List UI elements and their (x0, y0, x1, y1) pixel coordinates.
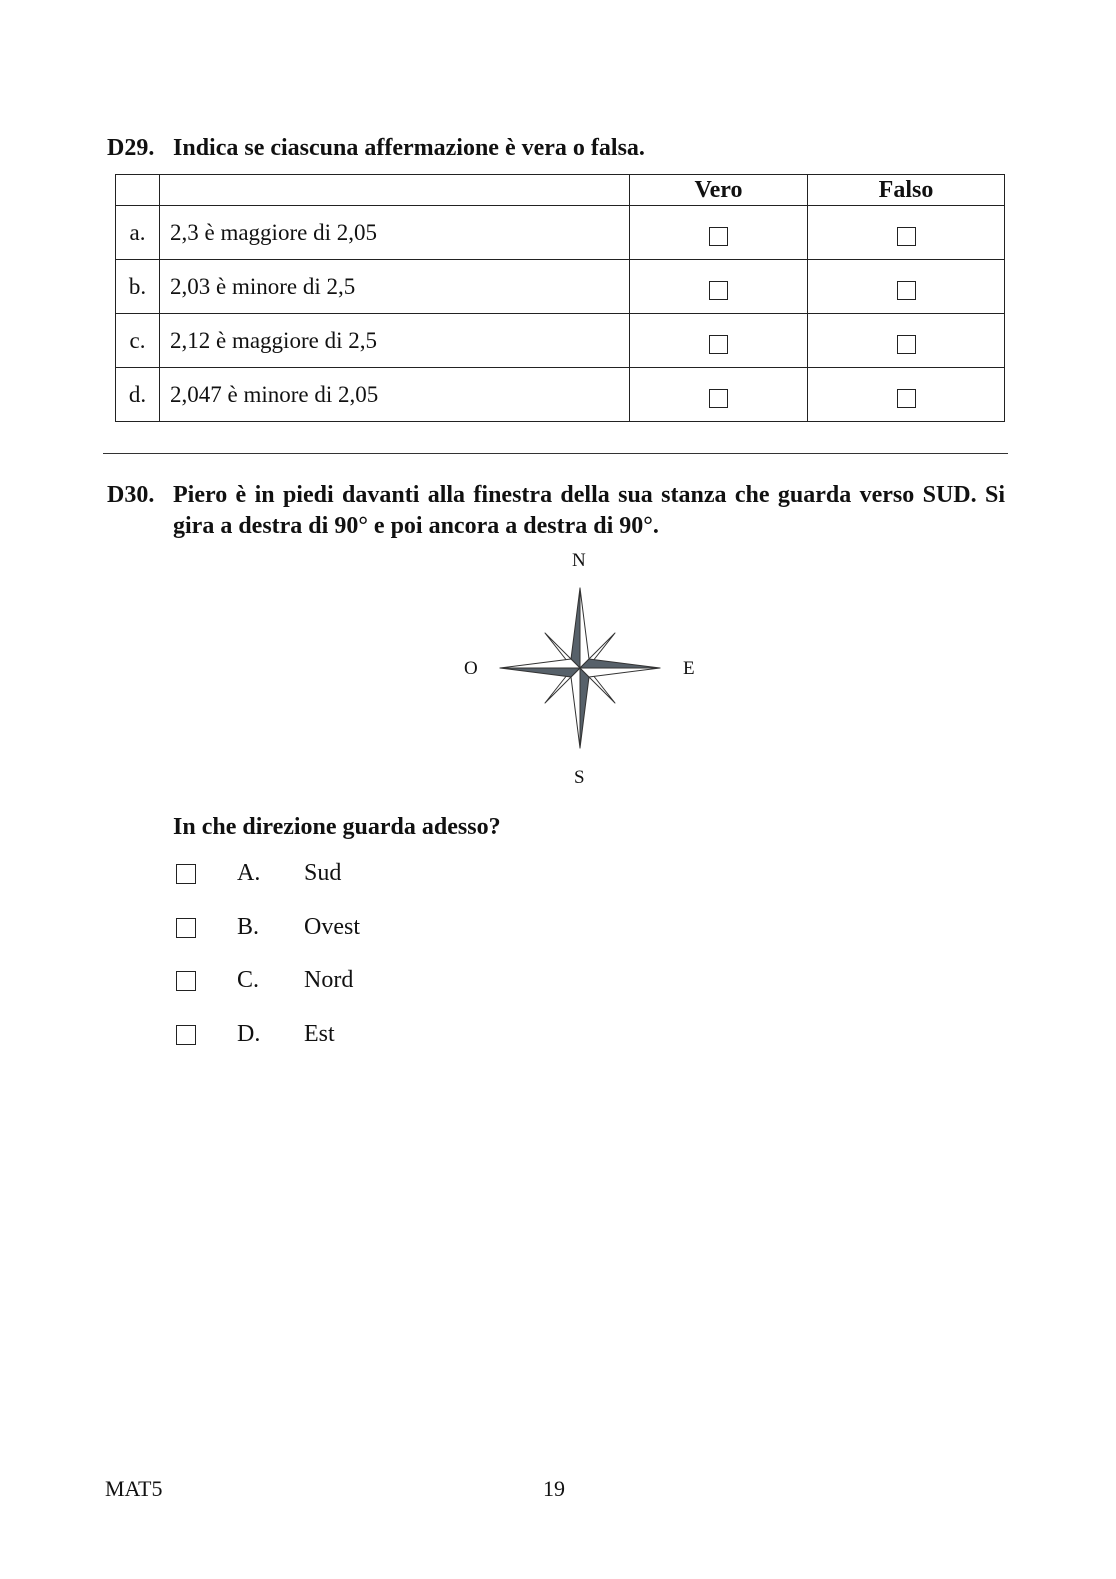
d30-title (107, 480, 1005, 542)
d30-text: Piero è in piedi davanti alla finestra della sua stanza che guarda verso SUD. Si gira a destra di 90° e poi ancora a destra di 90°. (173, 482, 1005, 539)
option-checkbox[interactable] (176, 864, 196, 884)
page-number: 19 (543, 1476, 565, 1501)
falso-checkbox[interactable] (897, 389, 916, 408)
row-letter: c. (116, 314, 160, 368)
d30-question: In che direzione guarda adesso? (173, 814, 501, 840)
falso-checkbox[interactable] (897, 281, 916, 300)
row-letter: a. (116, 206, 160, 260)
header-blank-letter (116, 175, 160, 206)
falso-cell (808, 260, 1005, 314)
falso-cell (808, 368, 1005, 422)
option-letter: D. (237, 1021, 261, 1047)
option-text: Est (304, 1021, 335, 1047)
row-statement: 2,047 è minore di 2,05 (160, 368, 630, 422)
header-falso: Falso (808, 175, 1005, 206)
option-text: Ovest (304, 914, 360, 940)
row-letter: d. (116, 368, 160, 422)
option-text: Sud (304, 860, 342, 886)
row-statement: 2,12 è maggiore di 2,5 (160, 314, 630, 368)
table-row (116, 314, 1005, 368)
table-header-row (116, 175, 1005, 206)
d29-prompt: Indica se ciascuna affermazione è vera o falsa. (173, 135, 645, 161)
table-row (116, 206, 1005, 260)
header-blank-statement (160, 175, 630, 206)
vero-checkbox[interactable] (709, 227, 728, 246)
table-row (116, 260, 1005, 314)
compass-east-label: E (683, 658, 695, 679)
falso-cell (808, 206, 1005, 260)
vero-cell (630, 206, 808, 260)
option-checkbox[interactable] (176, 971, 196, 991)
vero-checkbox[interactable] (709, 335, 728, 354)
falso-checkbox[interactable] (897, 227, 916, 246)
header-vero: Vero (630, 175, 808, 206)
falso-cell (808, 314, 1005, 368)
compass-rose (450, 545, 710, 795)
compass-north-label: N (572, 550, 586, 571)
compass-star-icon (450, 545, 710, 795)
compass-south-label: S (574, 767, 585, 788)
footer-code: MAT5 (105, 1476, 163, 1501)
d30-number: D30. (107, 482, 155, 508)
row-statement: 2,3 è maggiore di 2,05 (160, 206, 630, 260)
vero-cell (630, 368, 808, 422)
vero-cell (630, 260, 808, 314)
option-checkbox[interactable] (176, 918, 196, 938)
true-false-table (115, 174, 1005, 422)
row-letter: b. (116, 260, 160, 314)
compass-west-label: O (464, 658, 478, 679)
row-statement: 2,03 è minore di 2,5 (160, 260, 630, 314)
vero-checkbox[interactable] (709, 281, 728, 300)
vero-cell (630, 314, 808, 368)
d29-number: D29. (107, 135, 155, 161)
section-divider (103, 453, 1008, 454)
falso-checkbox[interactable] (897, 335, 916, 354)
option-letter: A. (237, 860, 261, 886)
table-row (116, 368, 1005, 422)
d29-title (107, 135, 645, 162)
option-checkbox[interactable] (176, 1025, 196, 1045)
option-text: Nord (304, 967, 354, 993)
vero-checkbox[interactable] (709, 389, 728, 408)
option-letter: C. (237, 967, 260, 993)
option-letter: B. (237, 914, 260, 940)
